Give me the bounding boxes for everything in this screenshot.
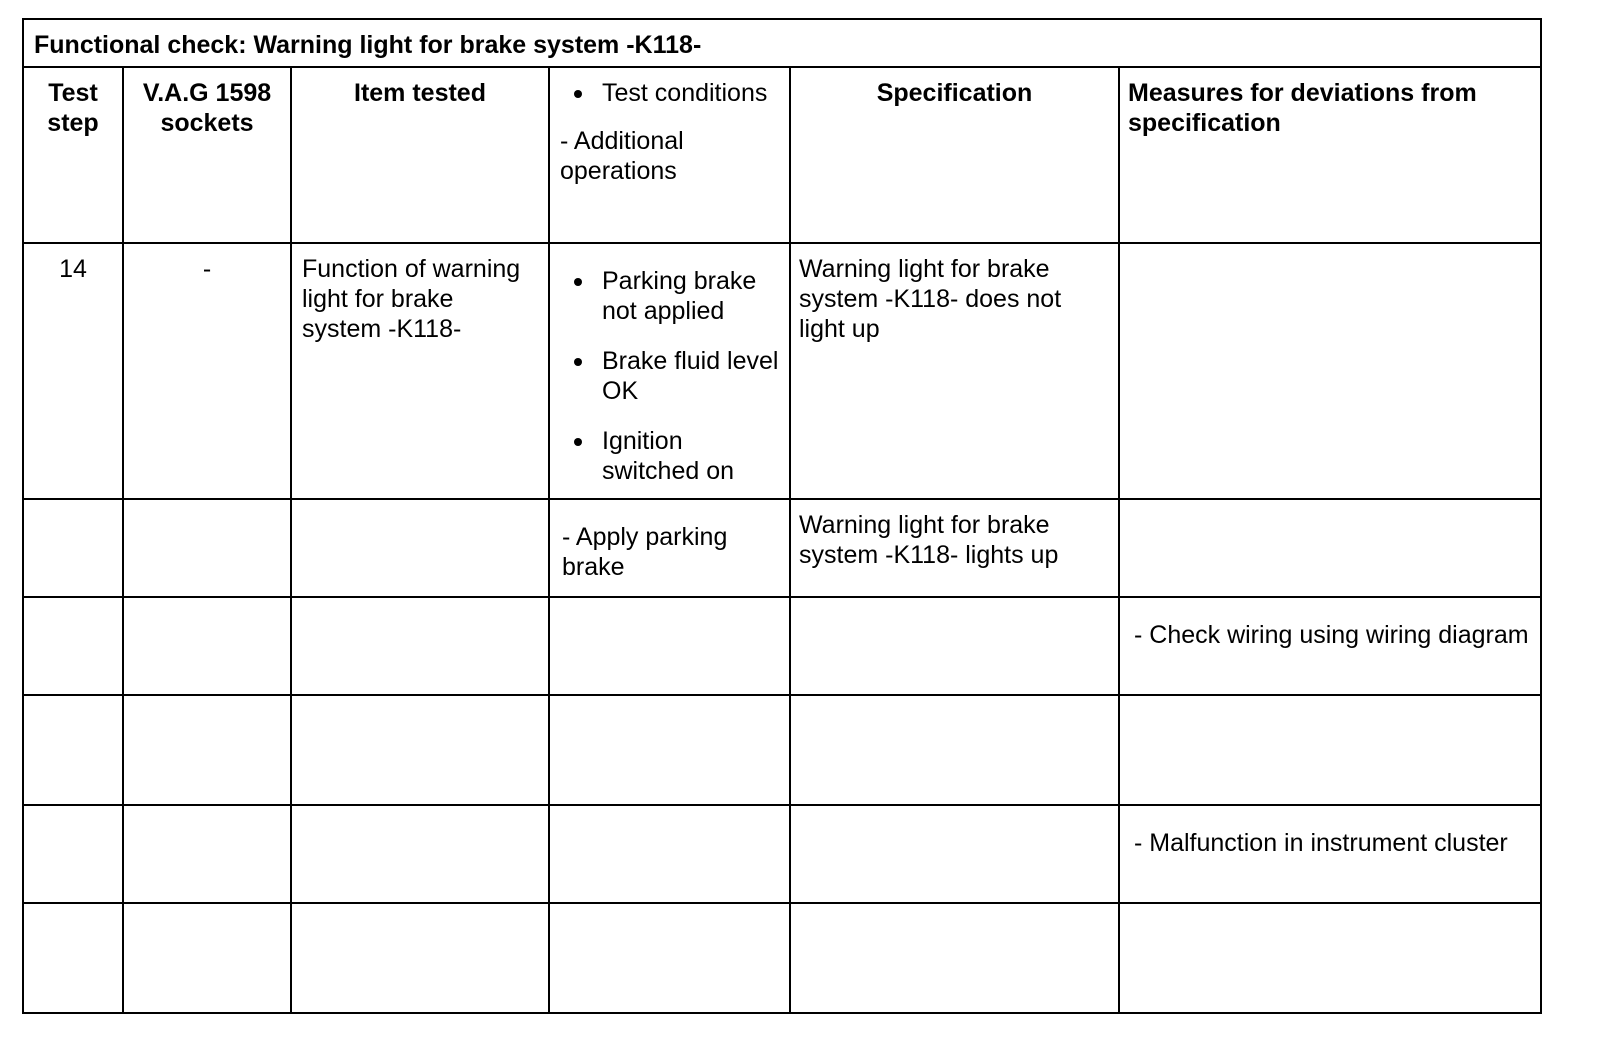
item-tested-value: Function of warning light for brake system -K118- bbox=[302, 255, 521, 343]
bullet-icon bbox=[574, 90, 582, 98]
bullet-icon bbox=[574, 438, 582, 446]
condition-item bbox=[560, 266, 779, 326]
conditions-cell bbox=[549, 243, 790, 499]
table-row bbox=[23, 499, 1541, 597]
header-item-tested bbox=[291, 67, 549, 243]
measures-value bbox=[1120, 244, 1540, 254]
sockets-value: - bbox=[202, 255, 212, 283]
header-measures-label: Measures for deviations from specification bbox=[1128, 79, 1477, 137]
header-conditions bbox=[549, 67, 790, 243]
condition-item bbox=[560, 426, 779, 486]
measures-value: - Malfunction in instrument cluster bbox=[1134, 829, 1508, 857]
header-measures bbox=[1119, 67, 1541, 243]
header-specification-label: Specification bbox=[876, 79, 1033, 107]
table-row bbox=[23, 597, 1541, 695]
header-test-step bbox=[23, 67, 123, 243]
header-specification bbox=[790, 67, 1119, 243]
measures-value bbox=[1120, 696, 1540, 718]
header-sockets bbox=[123, 67, 291, 243]
table-title: Functional check: Warning light for brake system -K118- bbox=[23, 19, 1541, 67]
table-row bbox=[23, 695, 1541, 805]
measures-value: - Check wiring using wiring diagram bbox=[1134, 621, 1529, 649]
condition-item bbox=[560, 346, 779, 406]
header-test-step-label: Test step bbox=[47, 79, 99, 137]
header-additional-operations: - Additional operations bbox=[560, 127, 684, 185]
functional-check-table bbox=[22, 18, 1542, 1014]
condition-text: Parking brake not applied bbox=[602, 267, 757, 325]
specification-value: Warning light for brake system -K118- does not light up bbox=[799, 255, 1062, 343]
header-sockets-label: V.A.G 1598 sockets bbox=[142, 79, 272, 137]
condition-text: Brake fluid level OK bbox=[602, 347, 779, 405]
table-row bbox=[23, 243, 1541, 499]
bullet-icon bbox=[574, 278, 582, 286]
header-test-conditions-item bbox=[560, 78, 781, 108]
bullet-icon bbox=[574, 358, 582, 366]
specification-value: Warning light for brake system -K118- lights up bbox=[799, 511, 1059, 569]
header-test-conditions-label: Test conditions bbox=[602, 79, 768, 107]
test-step-value: 14 bbox=[59, 255, 87, 283]
header-item-tested-label: Item tested bbox=[354, 79, 486, 107]
header-row bbox=[23, 67, 1541, 243]
functional-check-table-container bbox=[22, 18, 1540, 1014]
table-row bbox=[23, 805, 1541, 903]
additional-operation-value: - Apply parking brake bbox=[562, 523, 728, 581]
table-row bbox=[23, 903, 1541, 1013]
condition-text: Ignition switched on bbox=[602, 427, 735, 485]
measures-value bbox=[1120, 904, 1540, 926]
